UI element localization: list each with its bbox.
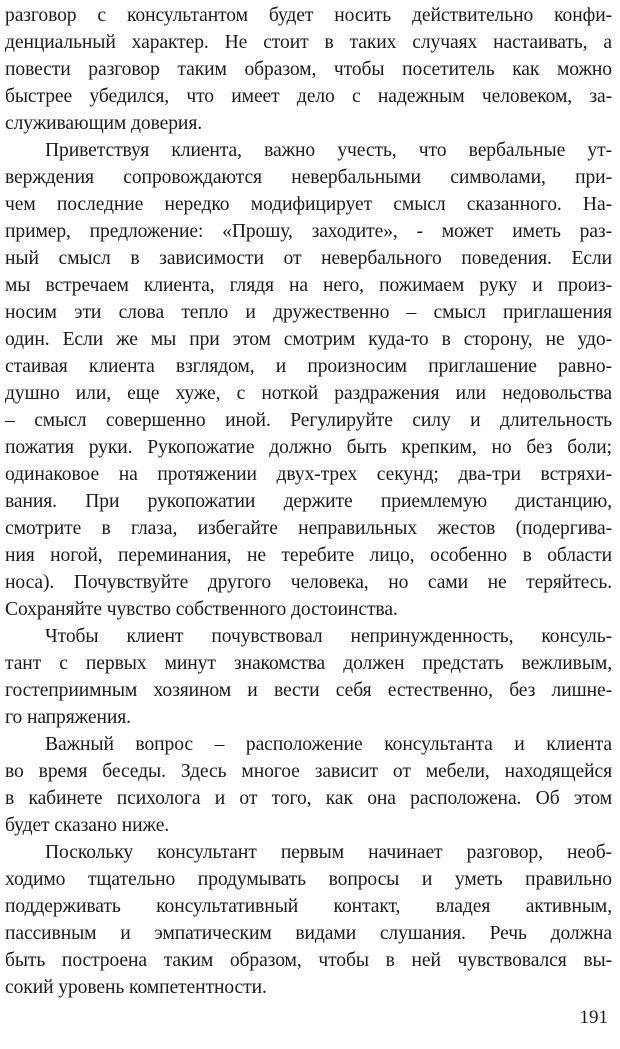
text-line: душно или, еще хуже, с ноткой раздражения или недовольства [5, 383, 612, 404]
text-line: го напряжения. [5, 707, 131, 728]
text-line: одинаковое на протяжении двух-трех секунд; два-три встряхи- [5, 464, 612, 485]
text-line: пассивным и эмпатическим видами слушания. Речь должна [5, 923, 612, 944]
text-line: носим эти слова тепло и дружественно – смысл приглашения [5, 302, 612, 323]
text-line: быть построена таким образом, чтобы в ней чувствовался вы- [5, 950, 612, 971]
text-line: пожатия руки. Рукопожатие должно быть крепким, но без боли; [5, 437, 612, 458]
text-line: быстрее убедился, что имеет дело с надежным человеком, за- [5, 86, 612, 107]
text-line: – смысл совершенно иной. Регулируйте силу и длительность [5, 410, 612, 431]
text-line: один. Если же мы при этом смотрим куда-то в сторону, не удо- [5, 329, 612, 350]
text-line: Сохраняйте чувство собственного достоинства. [5, 599, 398, 620]
text-line: Приветствуя клиента, важно учесть, что вербальные ут- [45, 140, 612, 161]
text-line: ный смысл в зависимости от невербального поведения. Если [5, 248, 612, 269]
text-line: чем последние нередко модифицирует смысл сказанного. На- [5, 194, 612, 215]
text-line: Чтобы клиент почувствовал непринужденность, консуль- [45, 626, 612, 647]
text-line: в кабинете психолога и от того, как она расположена. Об этом [5, 788, 612, 809]
text-line: носа). Почувствуйте другого человека, но сами не теряйтесь. [5, 572, 612, 593]
text-line: смотрите в глаза, избегайте неправильных жестов (подергива- [5, 518, 612, 539]
text-line: вания. При рукопожатии держите приемлемую дистанцию, [5, 491, 612, 512]
text-line: Важный вопрос – расположение консультанта и клиента [45, 734, 612, 755]
text-line: во время беседы. Здесь многое зависит от мебели, находящейся [5, 761, 612, 782]
text-line: верждения сопровождаются невербальными символами, при- [5, 167, 612, 188]
text-line: денциальный характер. Не стоит в таких случаях настаивать, а [5, 32, 612, 53]
text-line: служивающим доверия. [5, 113, 203, 134]
text-line: поддерживать консультативный контакт, владея активным, [5, 896, 612, 917]
text-line: ходимо тщательно продумывать вопросы и уметь правильно [5, 869, 612, 890]
text-line: ния ногой, переминания, не теребите лицо, особенно в области [5, 545, 612, 566]
text-line: повести разговор таким образом, чтобы посетитель как можно [5, 59, 612, 80]
text-line: тант с первых минут знакомства должен предстать вежливым, [5, 653, 612, 674]
text-line: сокий уровень компетентности. [5, 977, 267, 998]
text-line: разговор с консультантом будет носить действительно конфи- [5, 5, 612, 26]
text-line: мы встречаем клиента, глядя на него, пожимаем руку и произ- [5, 275, 612, 296]
text-line: гостеприимным хозяином и вести себя естественно, без лишне- [5, 680, 612, 701]
text-line: пример, предложение: «Прошу, заходите», - может иметь раз- [5, 221, 612, 242]
text-line: Поскольку консультант первым начинает разговор, необ- [45, 842, 612, 863]
text-line: будет сказано ниже. [5, 815, 170, 836]
page-number: 191 [579, 1007, 608, 1028]
text-line: стаивая клиента взглядом, и произносим приглашение равно- [5, 356, 612, 377]
